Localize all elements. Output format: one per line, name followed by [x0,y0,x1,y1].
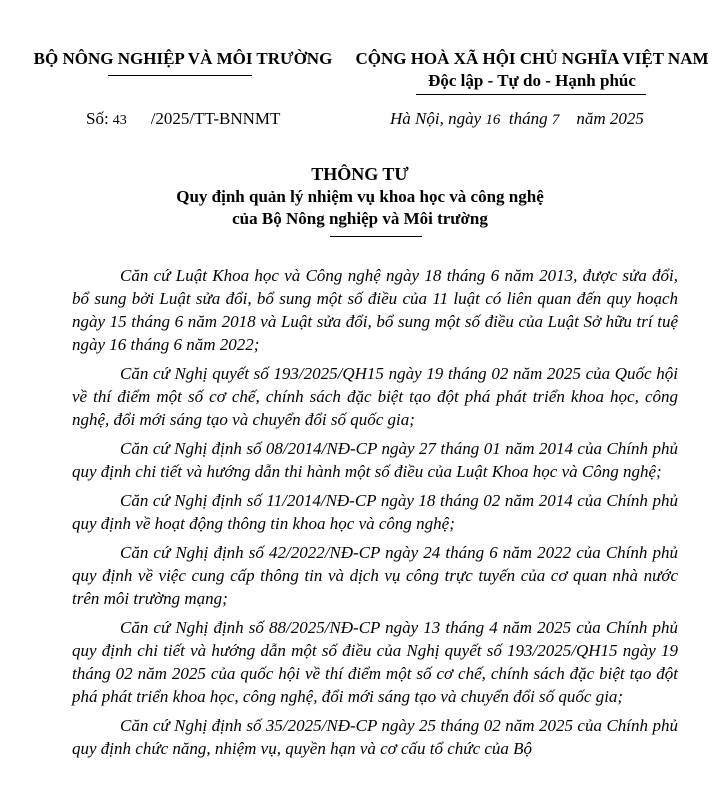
issue-date-day: 16 [485,112,501,128]
document-number-label: Số: [86,109,109,128]
legal-basis-paragraph: Căn cứ Luật Khoa học và Công nghệ ngày 18 tháng 6 năm 2013, được sửa đổi, bổ sung bởi Luật sửa đổi, bổ sung một số điều của 11 luật có liên quan đến quy hoạch ngày 15 tháng 6 năm 2018 và Luật sửa đổi, bổ sung một số điều của Luật Sở hữu trí tuệ ngày 16 tháng 6 năm 2022; [72,266,678,354]
legal-basis-paragraph: Căn cứ Nghị định số 88/2025/NĐ-CP ngày 13 tháng 4 năm 2025 của Chính phủ quy định chi tiết và hướng dẫn một số điều của Nghị quyết số 193/2025/QH15 ngày 19 tháng 02 năm 2025 của quốc hội về thí điểm một số cơ chế, chính sách đặc biệt tạo đột phá phát triển khoa học, công nghệ, đổi mới sáng tạo và chuyển đổi số quốc gia; [72,618,678,706]
document-subject-line-1: Quy định quản lý nhiệm vụ khoa học và công nghệ [176,187,544,206]
legal-basis-paragraph: Căn cứ Nghị định số 35/2025/NĐ-CP ngày 25 tháng 02 năm 2025 của Chính phủ quy định chức năng, nhiệm vụ, quyền hạn và cơ cấu tổ chức của Bộ [72,716,678,758]
issue-date-year: năm 2025 [576,109,644,128]
issue-date-prefix: Hà Nội, ngày [390,109,482,128]
document-body [72,264,678,766]
legal-basis-paragraph: Căn cứ Nghị định số 11/2014/NĐ-CP ngày 18 tháng 02 năm 2014 của Chính phủ quy định về hoạt động thông tin khoa học và công nghệ; [72,491,678,533]
document-type: THÔNG TƯ [311,164,409,184]
motto-underline [416,94,646,95]
issue-date-month: 7 [551,112,560,128]
document-subject [0,186,720,230]
legal-basis-paragraph: Căn cứ Nghị định số 42/2022/NĐ-CP ngày 24 tháng 6 năm 2022 của Chính phủ quy định về việc cung cấp thông tin và dịch vụ công trực tuyến của cơ quan nhà nước trên môi trường mạng; [72,543,678,608]
issue-date-month-label: tháng [508,109,548,128]
legal-basis-paragraph: Căn cứ Nghị định số 08/2014/NĐ-CP ngày 27 tháng 01 năm 2014 của Chính phủ quy định chi tiết và hướng dẫn thi hành một số điều của Luật Khoa học và Công nghệ; [72,439,678,481]
document-number-suffix: /2025/TT-BNNMT [150,109,281,128]
national-header [352,48,712,92]
ministry-underline [108,75,252,76]
document-number [86,108,280,132]
document-number-value: 43 [112,113,127,128]
ministry-name: BỘ NÔNG NGHIỆP VÀ MÔI TRƯỜNG [33,49,333,68]
country-name: CỘNG HOÀ XÃ HỘI CHỦ NGHĨA VIỆT NAM [355,49,709,68]
issue-date [390,108,644,131]
legal-basis-paragraph: Căn cứ Nghị quyết số 193/2025/QH15 ngày 19 tháng 02 năm 2025 của Quốc hội về thí điểm một số cơ chế, chính sách đặc biệt tạo đột phá phát triển khoa học, công nghệ, đổi mới sáng tạo và chuyển đổi số quốc gia; [72,364,678,429]
title-underline [330,236,422,237]
document-subject-line-2: của Bộ Nông nghiệp và Môi trường [232,209,488,228]
national-motto: Độc lập - Tự do - Hạnh phúc [428,71,636,90]
